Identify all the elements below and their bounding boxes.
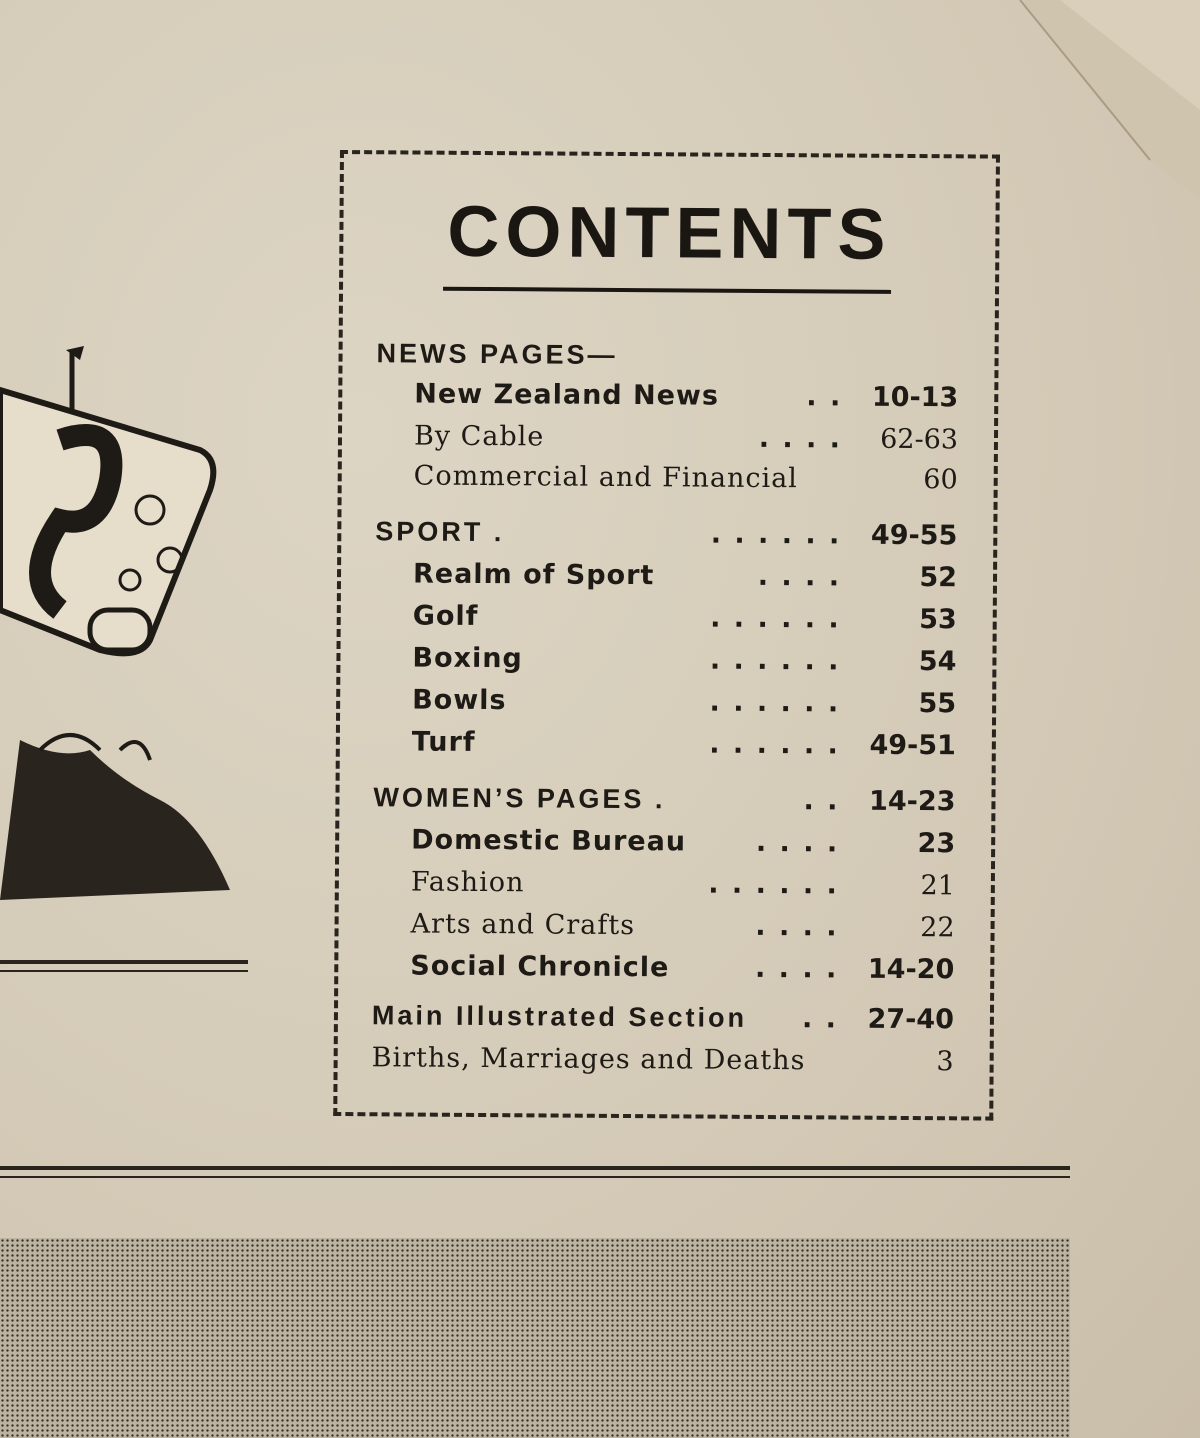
entry-label: WOMEN’S PAGES . bbox=[373, 782, 666, 815]
section-rule bbox=[0, 1176, 1070, 1178]
entry-page-number: 14-23 bbox=[868, 785, 956, 818]
entry-label: Bowls bbox=[412, 684, 507, 717]
entry-label: New Zealand News bbox=[414, 378, 720, 412]
contents-entry bbox=[340, 684, 980, 728]
entry-label: Arts and Crafts bbox=[410, 908, 636, 942]
contents-entry bbox=[342, 378, 982, 422]
entry-page-number: 55 bbox=[918, 688, 957, 720]
entry-page-number: 54 bbox=[918, 646, 957, 678]
entry-label: Turf bbox=[411, 726, 476, 758]
entry-label: Boxing bbox=[412, 642, 523, 675]
section-rule bbox=[0, 1166, 1070, 1170]
title-underline bbox=[443, 287, 891, 294]
folded-paper-corner bbox=[1000, 0, 1200, 200]
entry-label: Births, Marriages and Deaths bbox=[371, 1042, 806, 1077]
entry-page-number: 22 bbox=[920, 912, 955, 944]
entry-label: SPORT . bbox=[375, 516, 505, 548]
leader-dots: . . . . . . bbox=[709, 686, 841, 719]
contents-entry bbox=[338, 1000, 978, 1044]
contents-entry bbox=[337, 1042, 977, 1086]
entry-label: Golf bbox=[412, 600, 479, 632]
contents-entry bbox=[339, 782, 979, 826]
contents-entry bbox=[341, 516, 981, 560]
entry-page-number: 14-20 bbox=[867, 953, 955, 986]
contents-box bbox=[333, 150, 1000, 1121]
entry-page-number: 53 bbox=[919, 604, 957, 636]
entry-page-number: 52 bbox=[919, 562, 958, 594]
leader-dots: . . . . . . bbox=[709, 644, 841, 677]
leader-dots: . . . . bbox=[758, 422, 843, 455]
entry-label: NEWS PAGES— bbox=[376, 338, 618, 370]
leader-dots: . . bbox=[801, 1003, 839, 1035]
contents-entry bbox=[339, 866, 979, 910]
entry-page-number: 60 bbox=[923, 464, 958, 496]
contents-entry bbox=[341, 558, 981, 602]
entry-label: Commercial and Financial bbox=[413, 460, 798, 495]
entry-label: Fashion bbox=[410, 866, 525, 899]
masthead-rule bbox=[0, 960, 248, 964]
entry-page-number: 23 bbox=[917, 828, 956, 860]
leader-dots: . . bbox=[803, 785, 840, 817]
leader-dots: . . bbox=[806, 381, 843, 413]
leader-dots: . . . . bbox=[755, 910, 839, 943]
contents-entry bbox=[342, 460, 982, 504]
entry-page-number: 10-13 bbox=[871, 381, 959, 414]
leader-dots: . . . . bbox=[757, 560, 842, 593]
entry-page-number: 21 bbox=[920, 870, 955, 902]
leader-dots: . . . . bbox=[754, 952, 839, 985]
contents-entry bbox=[338, 950, 978, 994]
leader-dots: . . . . . . bbox=[710, 518, 842, 551]
contents-entry bbox=[341, 600, 981, 644]
contents-entry bbox=[338, 908, 978, 952]
leader-dots: . . . . . . bbox=[710, 602, 841, 635]
entry-page-number: 27-40 bbox=[867, 1003, 955, 1036]
leader-dots: . . . . bbox=[755, 826, 840, 859]
contents-entry bbox=[340, 642, 980, 686]
entry-label: Main Illustrated Section bbox=[371, 1000, 748, 1033]
contents-entry bbox=[342, 420, 982, 464]
entry-label: Domestic Bureau bbox=[411, 824, 687, 858]
masthead-rule bbox=[0, 970, 248, 972]
contents-entry bbox=[340, 726, 980, 770]
entry-label: By Cable bbox=[413, 420, 545, 453]
masthead-banner-ornament bbox=[0, 280, 260, 920]
leader-dots: . . . . . . bbox=[708, 868, 839, 901]
entry-page-number: 49-55 bbox=[870, 519, 958, 552]
contents-title: CONTENTS bbox=[447, 191, 892, 275]
entry-label: Social Chronicle bbox=[410, 950, 670, 984]
contents-entry bbox=[339, 824, 979, 868]
contents-entry bbox=[342, 338, 982, 382]
entry-page-number: 49-51 bbox=[869, 729, 956, 762]
entry-label: Realm of Sport bbox=[412, 558, 655, 592]
entry-page-number: 62-63 bbox=[880, 423, 959, 456]
leader-dots: . . . . . . bbox=[709, 728, 840, 761]
halftone-photo bbox=[0, 1238, 1070, 1438]
entry-page-number: 3 bbox=[936, 1046, 954, 1078]
